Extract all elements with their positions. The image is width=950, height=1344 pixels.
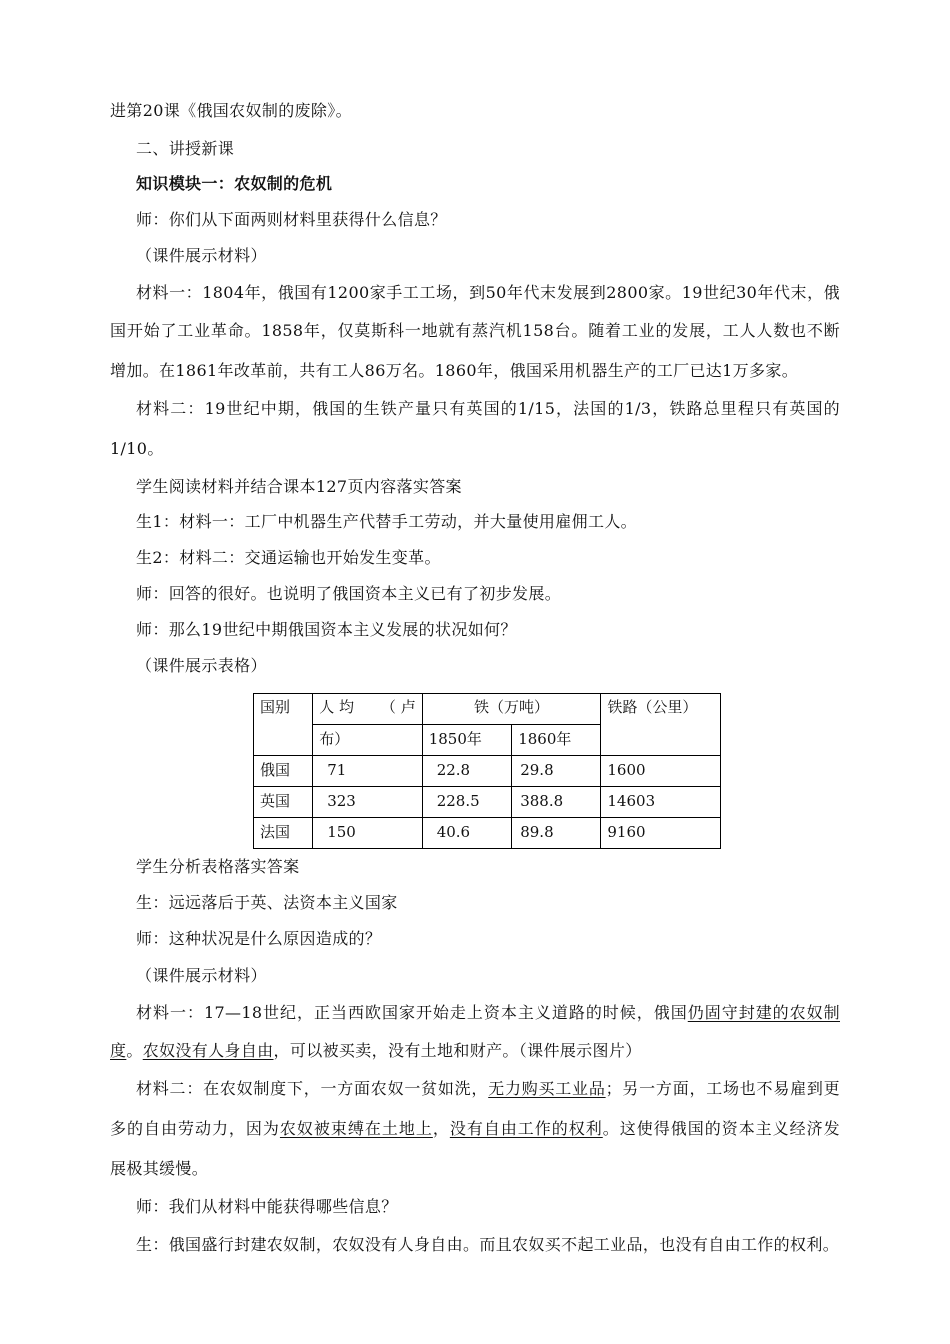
- cell-iron-1850: 22.8: [422, 756, 512, 787]
- student-answer-3: 生：远远落后于英、法资本主义国家: [136, 893, 398, 912]
- module-heading: 知识模块一：农奴制的危机: [136, 174, 333, 193]
- cell-per-capita: 71: [313, 756, 423, 787]
- material-one-line1: 材料一：1804年，俄国有1200家手工工场，到50年代末发展到2800家。19世纪30年代末，俄: [136, 283, 840, 302]
- table-row: [254, 818, 721, 849]
- cell-iron-1860: 388.8: [512, 787, 601, 818]
- text-span: ；另一方面，工场也不易雇到更: [605, 1079, 840, 1098]
- underlined-text: 农奴没有人身自由: [142, 1041, 274, 1060]
- text-span: 。: [126, 1041, 143, 1060]
- courseware-note-2: （课件展示材料）: [136, 966, 267, 985]
- text-span: 。这使得俄国的资本主义经济发: [602, 1119, 840, 1138]
- cell-railway: 14603: [601, 787, 721, 818]
- cell-per-capita: 323: [313, 787, 423, 818]
- teacher-comment: 师：回答的很好。也说明了俄国资本主义已有了初步发展。: [136, 584, 562, 603]
- student-reading: 学生阅读材料并结合课本127页内容落实答案: [136, 477, 462, 496]
- teacher-question-3: 师：这种状况是什么原因造成的？: [136, 929, 382, 948]
- material-two-line2: 1/10。: [110, 439, 164, 458]
- comparison-table: [253, 693, 721, 849]
- header-1850: 1850年: [422, 725, 512, 756]
- courseware-note: （课件展示材料）: [136, 246, 267, 265]
- serfdom-material-two-line2: [110, 1119, 840, 1139]
- serfdom-material-two-line3: 展极其缓慢。: [110, 1159, 209, 1178]
- cell-railway: 9160: [601, 818, 721, 849]
- teacher-question-2: 师：那么19世纪中期俄国资本主义发展的状况如何？: [136, 620, 517, 639]
- text-span: ，: [432, 1119, 450, 1138]
- text-span: 材料一：17—18世纪，正当西欧国家开始走上资本主义道路的时候，俄国: [136, 1003, 688, 1022]
- header-per-capita: [313, 694, 423, 725]
- serfdom-material-one-line2: [110, 1041, 840, 1061]
- student-answer-2: 生2：材料二：交通运输也开始发生变革。: [136, 548, 441, 567]
- student-answer-1: 生1：材料一：工厂中机器生产代替手工劳动，并大量使用雇佣工人。: [136, 512, 638, 531]
- courseware-table-note: （课件展示表格）: [136, 656, 267, 675]
- cell-iron-1850: 40.6: [422, 818, 512, 849]
- cell-per-capita: 150: [313, 818, 423, 849]
- student-analysis: 学生分析表格落实答案: [136, 857, 300, 876]
- underlined-text: 无力购买工业品: [488, 1079, 606, 1098]
- serfdom-material-one-line1: [136, 1003, 840, 1023]
- header-1860: 1860年: [512, 725, 601, 756]
- material-two-line1: 材料二：19世纪中期，俄国的生铁产量只有英国的1/15，法国的1/3，铁路总里程只有英国的: [136, 399, 840, 418]
- underlined-text: 农奴被束缚在土地上: [279, 1119, 433, 1138]
- header-country: 国别: [254, 694, 313, 756]
- header-iron: 铁（万吨）: [422, 694, 601, 725]
- cell-iron-1860: 29.8: [512, 756, 601, 787]
- teacher-question: 师：你们从下面两则材料里获得什么信息？: [136, 210, 447, 229]
- text-span: 材料二：在农奴制度下，一方面农奴一贫如洗，: [136, 1079, 489, 1098]
- paragraph-intro-end: 进第20课《俄国农奴制的废除》。: [110, 101, 352, 120]
- table-row: [254, 756, 721, 787]
- header-per-capita-unit: 布）: [313, 725, 423, 756]
- student-conclusion: 生：俄国盛行封建农奴制，农奴没有人身自由。而且农奴买不起工业品，也没有自由工作的权利。: [136, 1235, 840, 1254]
- serfdom-material-two-line1: [136, 1079, 840, 1099]
- text-span: 多的自由劳动力，因为: [110, 1119, 280, 1138]
- cell-country: 俄国: [254, 756, 313, 787]
- table-row: [254, 787, 721, 818]
- material-one-line2: 国开始了工业革命。1858年，仅莫斯科一地就有蒸汽机158台。随着工业的发展，工人人数也不断: [110, 321, 840, 340]
- text-span: ，可以被买卖，没有土地和财产。（课件展示图片）: [273, 1041, 642, 1060]
- material-one-line3: 增加。在1861年改革前，共有工人86万名。1860年，俄国采用机器生产的工厂已达1万多家。: [110, 361, 799, 380]
- underlined-text: 仍固守封建的农奴制: [687, 1003, 840, 1022]
- cell-iron-1850: 228.5: [422, 787, 512, 818]
- cell-country: 法国: [254, 818, 313, 849]
- cell-iron-1860: 89.8: [512, 818, 601, 849]
- underlined-text: 度: [110, 1041, 127, 1060]
- cell-railway: 1600: [601, 756, 721, 787]
- section-heading: 二、讲授新课: [136, 139, 235, 158]
- header-railway: 铁路（公里）: [601, 694, 721, 756]
- header-per-capita-a: 人 均: [319, 698, 354, 716]
- header-per-capita-b: （ 卢: [380, 698, 416, 716]
- cell-country: 英国: [254, 787, 313, 818]
- teacher-question-4: 师：我们从材料中能获得哪些信息？: [136, 1197, 398, 1216]
- underlined-text: 没有自由工作的权利: [449, 1119, 603, 1138]
